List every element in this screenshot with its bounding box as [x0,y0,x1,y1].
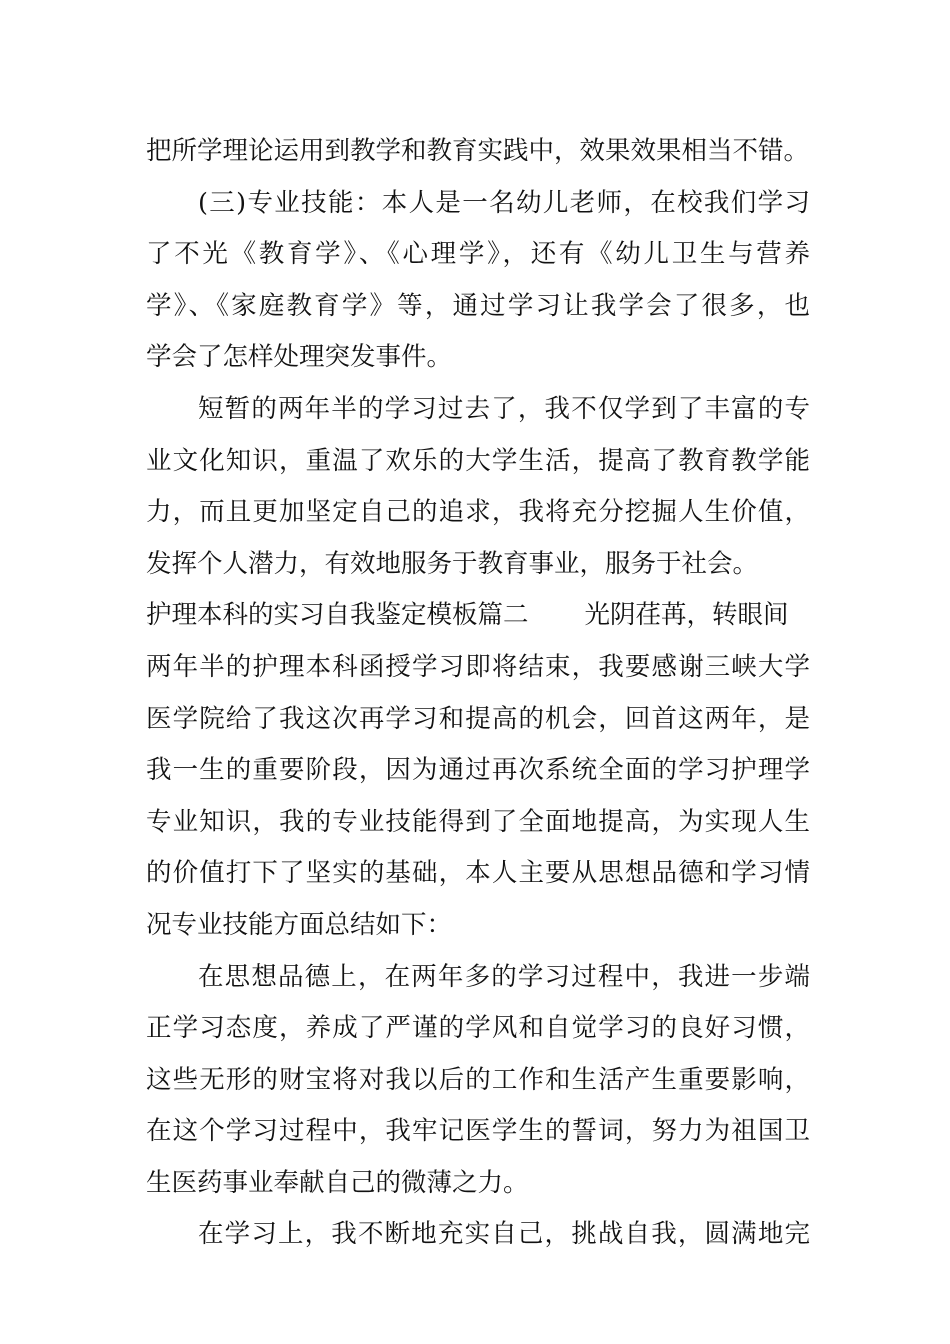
text-line: 我一生的重要阶段，因为通过再次系统全面的学习护理学 [146,755,810,786]
section-heading-line [146,590,810,642]
text-line: 力，而且更加坚定自己的追求，我将充分挖掘人生价值， [146,497,810,528]
text-line: 了不光《教育学》、《心理学》，还有《幼儿卫生与营养 [146,239,810,270]
text-line: 在这个学习过程中，我牢记医学生的誓词，努力为祖国卫 [146,1116,810,1147]
text-line: 的价值打下了坚实的基础，本人主要从思想品德和学习情 [146,858,810,889]
text-line: (三)专业技能：本人是一名幼儿老师，在校我们学习 [198,187,810,218]
text-line: 在思想品德上，在两年多的学习过程中，我进一步端 [198,961,810,992]
section-heading: 护理本科的实习自我鉴定模板篇二 [146,600,529,631]
text-line-continuation: 光阴荏苒，转眼间 [584,600,789,631]
text-line: 学》、《家庭教育学》等，通过学习让我学会了很多，也 [146,290,810,321]
text-line: 把所学理论运用到教学和教育实践中，效果效果相当不错。 [146,136,810,166]
text-line: 专业知识，我的专业技能得到了全面地提高，为实现人生 [146,806,810,837]
text-line: 正学习态度，养成了严谨的学风和自觉学习的良好习惯， [146,1013,810,1044]
text-line: 这些无形的财宝将对我以后的工作和生活产生重要影响， [146,1064,810,1095]
text-line: 两年半的护理本科函授学习即将结束，我要感谢三峡大学 [146,651,810,682]
text-line: 学会了怎样处理突发事件。 [146,342,453,373]
text-line: 生医药事业奉献自己的微薄之力。 [146,1167,529,1198]
text-line: 在学习上，我不断地充实自己，挑战自我，圆满地完 [198,1219,810,1250]
text-line: 发挥个人潜力，有效地服务于教育事业，服务于社会。 [146,548,759,579]
text-line: 业文化知识，重温了欢乐的大学生活，提高了教育教学能 [146,445,810,476]
text-line: 短暂的两年半的学习过去了，我不仅学到了丰富的专 [198,393,810,424]
text-line: 况专业技能方面总结如下： [146,909,453,940]
document-body [146,126,810,1261]
text-line: 医学院给了我这次再学习和提高的机会，回首这两年，是 [146,703,810,734]
